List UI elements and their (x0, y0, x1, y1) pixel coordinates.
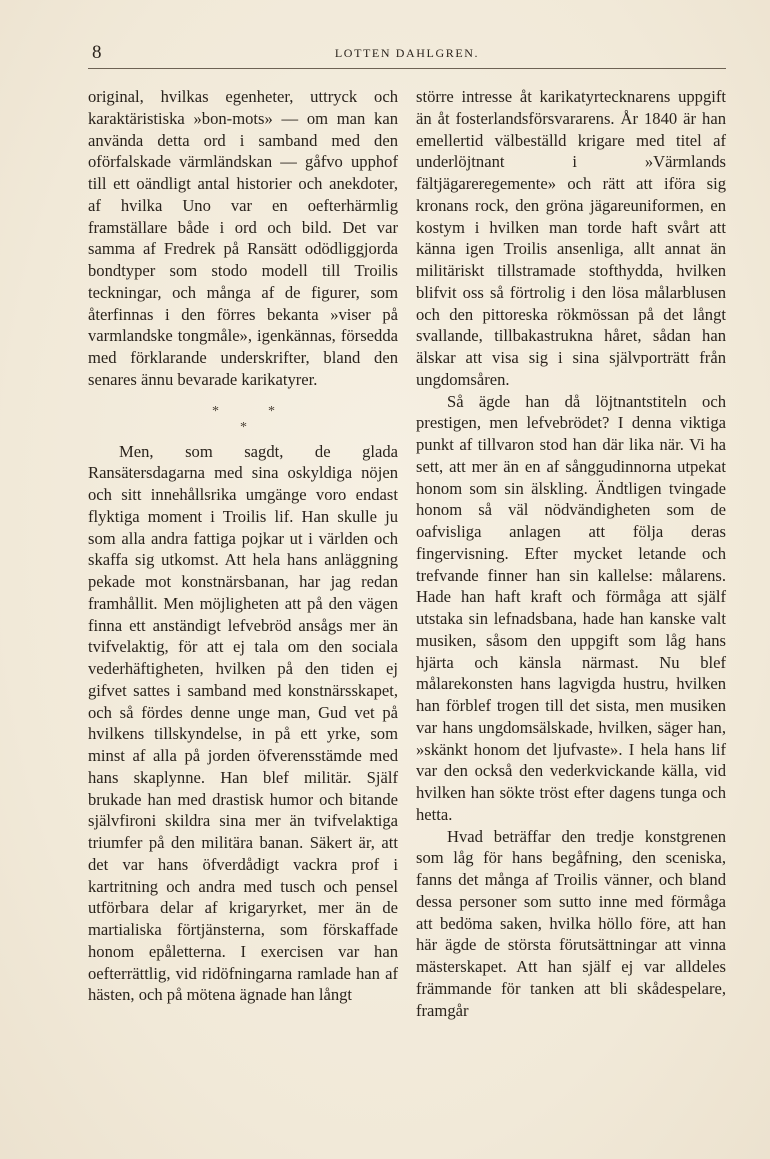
page-header (88, 40, 726, 69)
left-column (88, 86, 398, 1006)
running-head: LOTTEN DAHLGREN. (334, 46, 480, 60)
paragraph: Så ägde han då löjtnantstiteln och prestigen, men lefvebrödet? I denna viktiga punkt af tillvaron stod han där lika när. Vi ha sett, att mer än en af sånggudinnorna utpekat honom som sin älskling. Ändtligen tvingade honom så väl nödvändigheten som de oafvisliga anlagen att följa deras fingervisning. Efter mycket letande och trefvande finner han sin kallelse: målarens. Hade han haft kraft och förmåga att själf utstaka sin lefnadsbana, hade han kanske valt musiken, såsom den uppgift som låg hans hjärta och känsla närmast. Nu blef målarekonsten hans lagvigda hustru, hvilken han förblef trogen till det sista, men musiken var hans ungdomsälskade, hvilken, säger han, »skänkt honom det ljufvaste». I hela hans lif var den också den vederkvickande källa, vid hvilken han sökte tröst efter dagens tunga och hetta. (416, 391, 726, 824)
asterism-star: * (240, 419, 247, 435)
section-break-ornament (88, 399, 398, 439)
paragraph: Men, som sagdt, de glada Ransätersdagarna med sina oskyldiga nöjen och sitt innehållsrika umgänge voro endast flyktiga moment i Troilis lif. Han skulle ju som alla andra fattiga pojkar ut i världen och skaffa sig utkomst. Att hela hans anläggning pekade mot konstnärsbanan, har jag redan framhållit. Men möjligheten att på den vägen finna ett anständigt lefvebröd ansågs mer än tvifvelaktig, för att ej tala om den sociala vederhäftigheten, hvilken på den tiden ej gifvet sattes i samband med konstnärsskapet, och så fördes denne unge man, Gud vet på hvilkens tillskyndelse, in på ett yrke, som minst af alla på jorden öfverensstämde med hans skaplynne. Han blef militär. Själf brukade han med drastisk humor och bitande självfironi skildra sina mer än tvifvelaktiga triumfer på den militära banan. Säkert är, att det var hans öfverdådigt vackra prof i kartritning och andra med tusch och pensel utförbara delar af krigaryrket, mer än de martialiska förtjänsterna, som förskaffade honom epåletterna. I exercisen var han oefterrättlig, vid ridöfningarna ramlade han af hästen, och på mötena ägnade han långt (88, 441, 398, 1005)
paragraph: Hvad beträffar den tredje konstgrenen som låg för hans begåfning, den sceniska, fanns det många af Troilis vänner, och bland dessa personer som sutto inne med förmåga att bedöma saken, hvilka höllo före, att han här ägde de största förutsättningar att vinna mästerskapet. Att han själf ej var alldeles främmande för tanken att bli skådespelare, framgår (416, 826, 726, 1020)
paragraph: original, hvilkas egenheter, uttryck och karaktäristiska »bon-mots» — om man kan använda detta ord i samband med den oförfalskade värmländskan — gåfvo upphof till ett oändligt antal historier och anekdoter, af hvilka Uno var en oefterhärmlig framställare både i ord och bild. Det var samma af Fredrek på Ransätt odödliggjorda bondtyper som stodo modell till Troilis teckningar, och många af de figurer, som återfinnas i den förres bekanta »viser på varmlandske tongmåle», igenkännas, försedda med förklarande underskrifter, bland den senares ännu bevarade karikatyrer. (88, 87, 398, 389)
asterism-star: * (212, 403, 219, 419)
paragraph: större intresse åt karikatyrtecknarens uppgift än åt fosterlandsförsvararens. År 1840 är han emellertid välbeställd krigare med titel af underlöjtnant i »Värmlands fältjägareregemente» och rätt att iföra sig kronans rock, den gröna jägareuniformen, en kostym i hvilken man torde haft svårt att känna igen Troilis ansenliga, allt annat än militäriskt tillstramade stofthydda, hvilken blifvit oss så förtrolig i den lösa målarblusen och den pittoreska rökmössan på det långt svallande, tillbakastrukna håret, sådan han älskar att visa sig i sina självporträtt från ungdomsåren. (416, 87, 726, 389)
asterism-star: * (268, 403, 275, 419)
right-column (416, 86, 726, 1021)
page-number: 8 (92, 42, 102, 63)
